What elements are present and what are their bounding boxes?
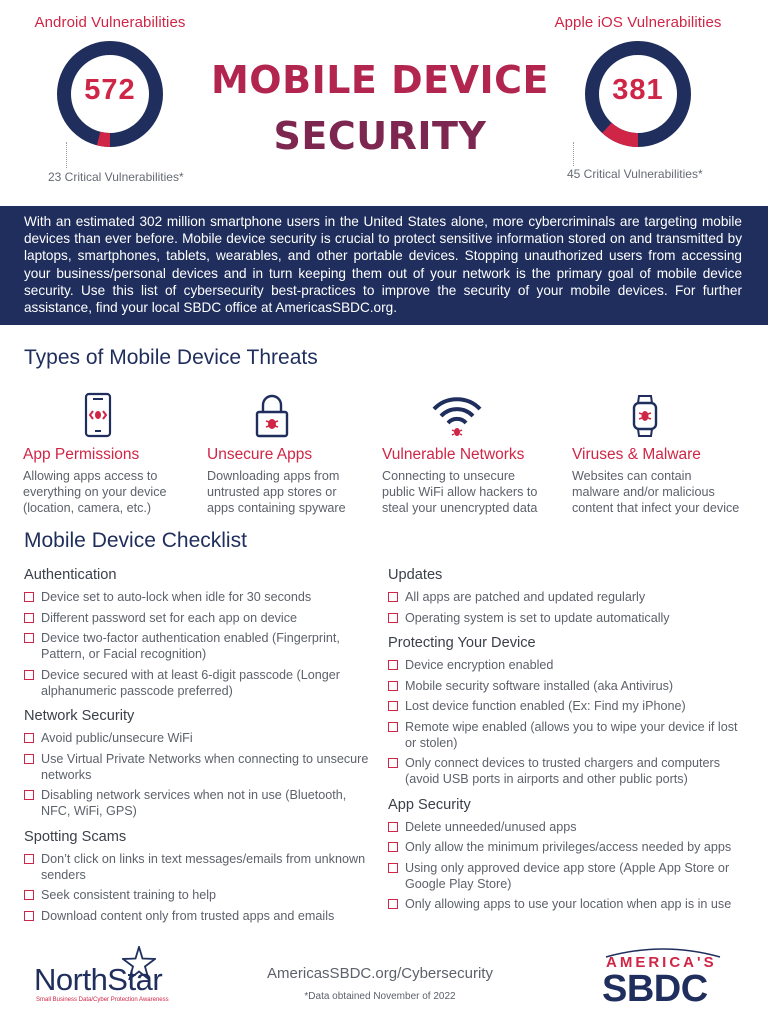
- checkbox[interactable]: [24, 733, 34, 743]
- ios-donut-chart: [583, 39, 693, 149]
- wifi-bug-icon: [382, 388, 532, 438]
- threat-name: App Permissions: [23, 446, 140, 463]
- checkbox[interactable]: [24, 890, 34, 900]
- checklist-item-text: Avoid public/unsecure WiFi: [41, 731, 193, 745]
- checkbox[interactable]: [388, 701, 398, 711]
- checklist-item-text: Use Virtual Private Networks when connecting to unsecure networks: [41, 751, 369, 782]
- page-title: [200, 52, 560, 164]
- checklist-item: [388, 755, 738, 787]
- checklist-item-text: Operating system is set to update automatically: [405, 610, 670, 625]
- threat-description: Connecting to unsecure public WiFi allow hackers to steal your unencrypted data: [382, 469, 538, 515]
- footer-url[interactable]: AmericasSBDC.org/Cybersecurity: [267, 965, 493, 982]
- android-critical-note: 23 Critical Vulnerabilities*: [48, 170, 184, 184]
- checklist-group-title: Network Security: [24, 708, 135, 724]
- checklist-item-text: Different password set for each app on device: [41, 610, 297, 625]
- checklist-item-text: Remote wipe enabled (allows you to wipe your device if lost or stolen): [405, 719, 738, 750]
- northstar-logo: [34, 946, 204, 1006]
- lock-bug-icon: [207, 388, 337, 438]
- checkbox[interactable]: [24, 592, 34, 602]
- checklist-item-text: Device set to auto-lock when idle for 30 seconds: [41, 590, 312, 604]
- checkbox[interactable]: [388, 592, 398, 602]
- checkbox[interactable]: [24, 633, 34, 643]
- checklist-item: [24, 851, 374, 883]
- northstar-wordmark: NorthStar: [34, 962, 163, 997]
- threat-unsecure-apps: [207, 388, 377, 516]
- checklist-item: [388, 839, 738, 855]
- checkbox[interactable]: [388, 613, 398, 623]
- sbdc-americas-label: AMERICA'S: [606, 954, 717, 971]
- checklist-group-title: App Security: [388, 796, 471, 813]
- android-vulnerabilities-stat: [10, 14, 210, 184]
- ios-vulnerabilities-stat: [538, 14, 738, 181]
- checklist-item-text: Lost device function enabled (Ex: Find my iPhone): [405, 699, 686, 713]
- checkbox[interactable]: [388, 899, 398, 909]
- checklist-item: [388, 819, 738, 835]
- checkbox[interactable]: [388, 758, 398, 768]
- checklist-item-text: Delete unneeded/unused apps: [405, 819, 577, 834]
- checklist-item-text: Device encryption enabled: [405, 658, 554, 672]
- checklist-item-text: Don’t click on links in text messages/emails from unknown senders: [41, 851, 366, 882]
- checklist-group-title: Updates: [388, 567, 443, 583]
- threat-name: Viruses & Malware: [572, 446, 701, 463]
- checklist-item: [24, 730, 374, 746]
- checklist-item: [388, 589, 738, 605]
- checklist-item: [24, 787, 374, 819]
- americas-sbdc-logo: [600, 946, 730, 1010]
- checklist-item: [388, 860, 738, 892]
- checklist-item-text: Using only approved device app store (Apple App Store or Google Play Store): [405, 860, 730, 891]
- checklist-item: [388, 719, 738, 751]
- checklist-group-title: Spotting Scams: [24, 828, 127, 845]
- checklist-item: [24, 589, 374, 605]
- checklist-item: [388, 678, 738, 694]
- android-leader-line: [66, 142, 67, 168]
- checklist-item: [24, 887, 374, 903]
- checklist-group-title: Authentication: [24, 567, 117, 583]
- ios-stat-title: Apple iOS Vulnerabilities: [554, 14, 722, 31]
- checkbox[interactable]: [388, 822, 398, 832]
- threat-name: Vulnerable Networks: [382, 446, 525, 463]
- ios-count: 381: [612, 74, 664, 106]
- threat-vulnerable-networks: [382, 388, 567, 516]
- checkbox[interactable]: [388, 681, 398, 691]
- checklist-item-text: Only allow the minimum privileges/access needed by apps: [405, 840, 732, 854]
- northstar-tagline: Small Business Data/Cyber Protection Awareness: [36, 997, 169, 1003]
- checklist-heading: Mobile Device Checklist: [24, 529, 247, 552]
- threat-description: Websites can contain malware and/or malicious content that infect your device: [572, 469, 740, 515]
- android-count: 572: [84, 74, 136, 106]
- threat-viruses-malware: [572, 388, 762, 516]
- page-title-line2: SECURITY: [273, 114, 487, 158]
- checklist-item-text: All apps are patched and updated regularly: [405, 590, 646, 604]
- intro-text: With an estimated 302 million smartphone users in the United States alone, more cybercriminals are targeting mobile devices than ever before. Mobile device security is crucial to protect sensitive information stored on and transmitted by laptops, smartphones, tablets, wearables, and other portable devices. Stopping unauthorized users from accessing your business/personal devices and in turn keeping them out of your network is the primary goal of mobile device security. Use this list of cybersecurity best-practices to improve the security of your mobile devices. For further assistance, find your local SBDC office at AmericasSBDC.org.: [24, 214, 742, 316]
- checkbox[interactable]: [24, 790, 34, 800]
- checkbox[interactable]: [388, 722, 398, 732]
- phone-bug-icon: [23, 388, 173, 438]
- threat-name: Unsecure Apps: [207, 446, 313, 463]
- threat-description: Allowing apps access to everything on your device (location, camera, etc.): [23, 469, 167, 515]
- threats-heading: Types of Mobile Device Threats: [24, 346, 318, 369]
- checklist-item-text: Device two-factor authentication enabled (Fingerprint, Pattern, or Facial recognition): [41, 631, 340, 661]
- checklist-item: [388, 610, 738, 626]
- checklist-item-text: Download content only from trusted apps and emails: [41, 908, 335, 923]
- checklist-item: [24, 751, 374, 783]
- checklist-item-text: Only allowing apps to use your location when app is in use: [405, 897, 732, 911]
- checklist-item: [388, 657, 738, 673]
- checklist-item-text: Disabling network services when not in use (Bluetooth, NFC, WiFi, GPS): [41, 788, 347, 818]
- checklist-item-text: Mobile security software installed (aka Antivirus): [405, 678, 674, 693]
- checkbox[interactable]: [24, 754, 34, 764]
- checklist-item: [24, 610, 374, 626]
- checklist-right-column: [388, 566, 738, 921]
- android-donut-chart: [55, 39, 165, 149]
- ios-leader-line: [573, 142, 574, 166]
- checkbox[interactable]: [24, 613, 34, 623]
- checklist-item: [388, 698, 738, 714]
- checklist-group-title: Protecting Your Device: [388, 635, 536, 651]
- checklist-item-text: Seek consistent training to help: [41, 888, 217, 902]
- checklist-item: [24, 630, 374, 662]
- checkbox[interactable]: [388, 863, 398, 873]
- threat-description: Downloading apps from untrusted app stores or apps containing spyware: [207, 469, 346, 515]
- checklist-item-text: Only connect devices to trusted chargers and computers (avoid USB ports in airports and other public ports): [405, 756, 721, 786]
- checkbox[interactable]: [24, 670, 34, 680]
- android-stat-title: Android Vulnerabilities: [34, 14, 186, 31]
- checklist-item-text: Device secured with at least 6-digit passcode (Longer alphanumeric passcode preferred): [41, 667, 340, 698]
- checkbox[interactable]: [24, 854, 34, 864]
- checkbox[interactable]: [24, 911, 34, 921]
- checklist-left-column: [24, 566, 374, 932]
- intro-banner: [0, 206, 768, 325]
- checklist-item: [24, 667, 374, 699]
- footer-data-note: *Data obtained November of 2022: [304, 991, 456, 1002]
- checklist-item: [24, 908, 374, 924]
- checkbox[interactable]: [388, 660, 398, 670]
- smartwatch-bug-icon: [572, 388, 717, 438]
- page-title-line1: MOBILE DEVICE: [210, 58, 550, 102]
- sbdc-wordmark: SBDC: [602, 968, 708, 1010]
- ios-critical-note: 45 Critical Vulnerabilities*: [567, 167, 703, 181]
- checklist-item: [388, 896, 738, 912]
- checkbox[interactable]: [388, 842, 398, 852]
- threat-app-permissions: [23, 388, 198, 516]
